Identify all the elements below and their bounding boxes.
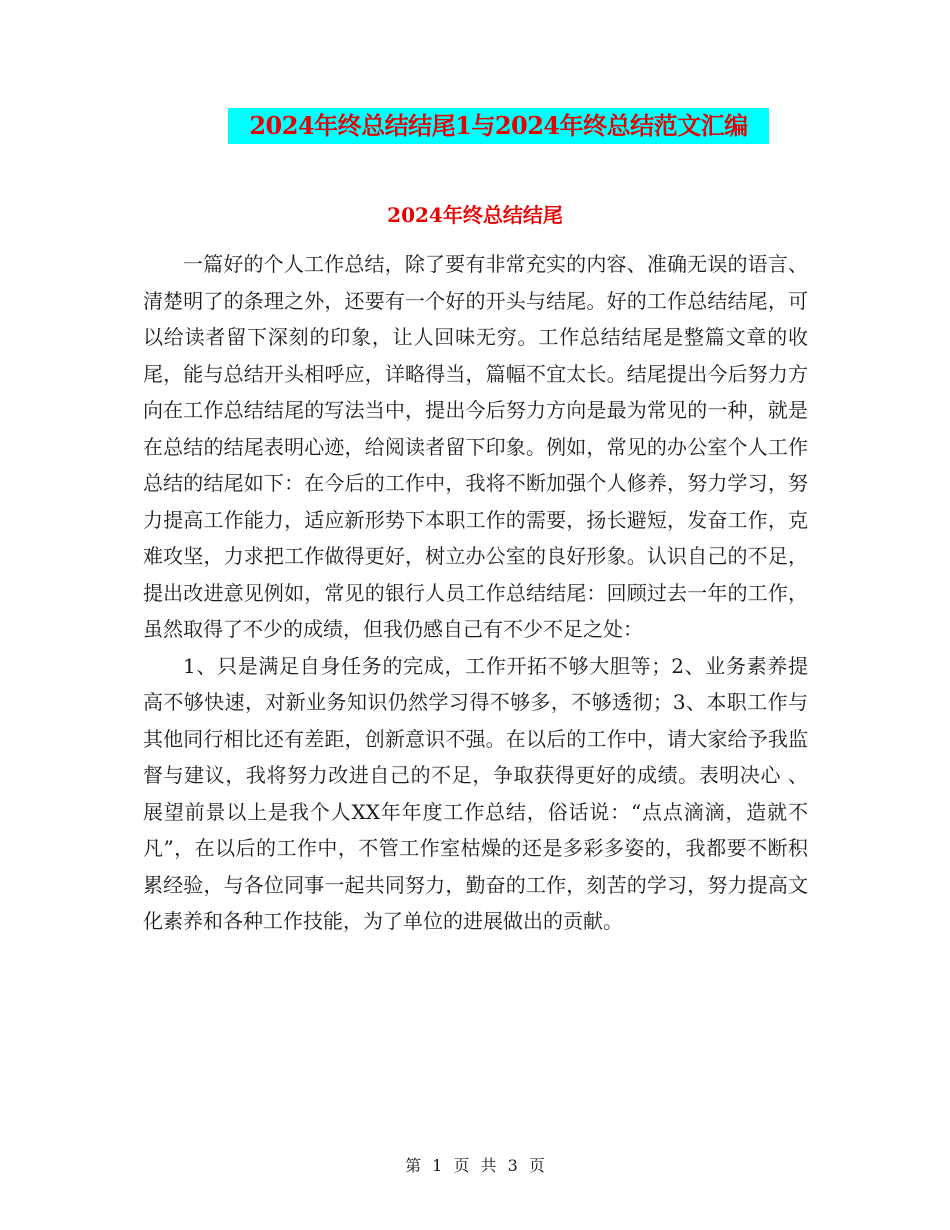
body-paragraph-2: 1、只是满足自身任务的完成，工作开拓不够大胆等；2、业务素养提高不够快速，对新业务知识仍然学习得不够多，不够透彻；3、本职工作与其他同行相比还有差距，创新意识不强。在以后的工作中，请大家给予我监督与建议，我将努力改进自己的不足，争取获得更好的成绩。表明决心 、展望前景以上是我个人XX年年度工作总结，俗话说：“点点滴滴，造就不凡”，在以后的工作中，不管工作室枯燥的还是多彩多姿的，我都要不断积累经验，与各位同事一起共同努力，勤奋的工作，刻苦的学习，努力提高文化素养和各种工作技能，为了单位的进展做出的贡献。: [143, 653, 808, 933]
page-footer: 第 1 页 共 3 页: [405, 1156, 545, 1175]
document-main-title: 2024年终总结结尾1与2024年终总结范文汇编: [228, 108, 769, 144]
document-body: [143, 246, 808, 940]
body-paragraph-1: 一篇好的个人工作总结，除了要有非常充实的内容、准确无误的语言、清楚明了的条理之外，还要有一个好的开头与结尾。好的工作总结结尾，可以给读者留下深刻的印象，让人回味无穷。工作总结结尾是整篇文章的收尾，能与总结开头相呼应，详略得当，篇幅不宜太长。结尾提出今后努力方向在工作总结结尾的写法当中，提出今后努力方向是最为常见的一种，就是在总结的结尾表明心迹，给阅读者留下印象。例如，常见的办公室个人工作总结的结尾如下：在今后的工作中，我将不断加强个人修养，努力学习，努力提高工作能力，适应新形势下本职工作的需要，扬长避短，发奋工作，克难攻坚，力求把工作做得更好，树立办公室的良好形象。认识自己的不足，提出改进意见例如，常见的银行人员工作总结结尾：回顾过去一年的工作，虽然取得了不少的成绩，但我仍感自己有不少不足之处：: [143, 252, 808, 641]
section-title: 2024年终总结结尾: [387, 203, 563, 227]
